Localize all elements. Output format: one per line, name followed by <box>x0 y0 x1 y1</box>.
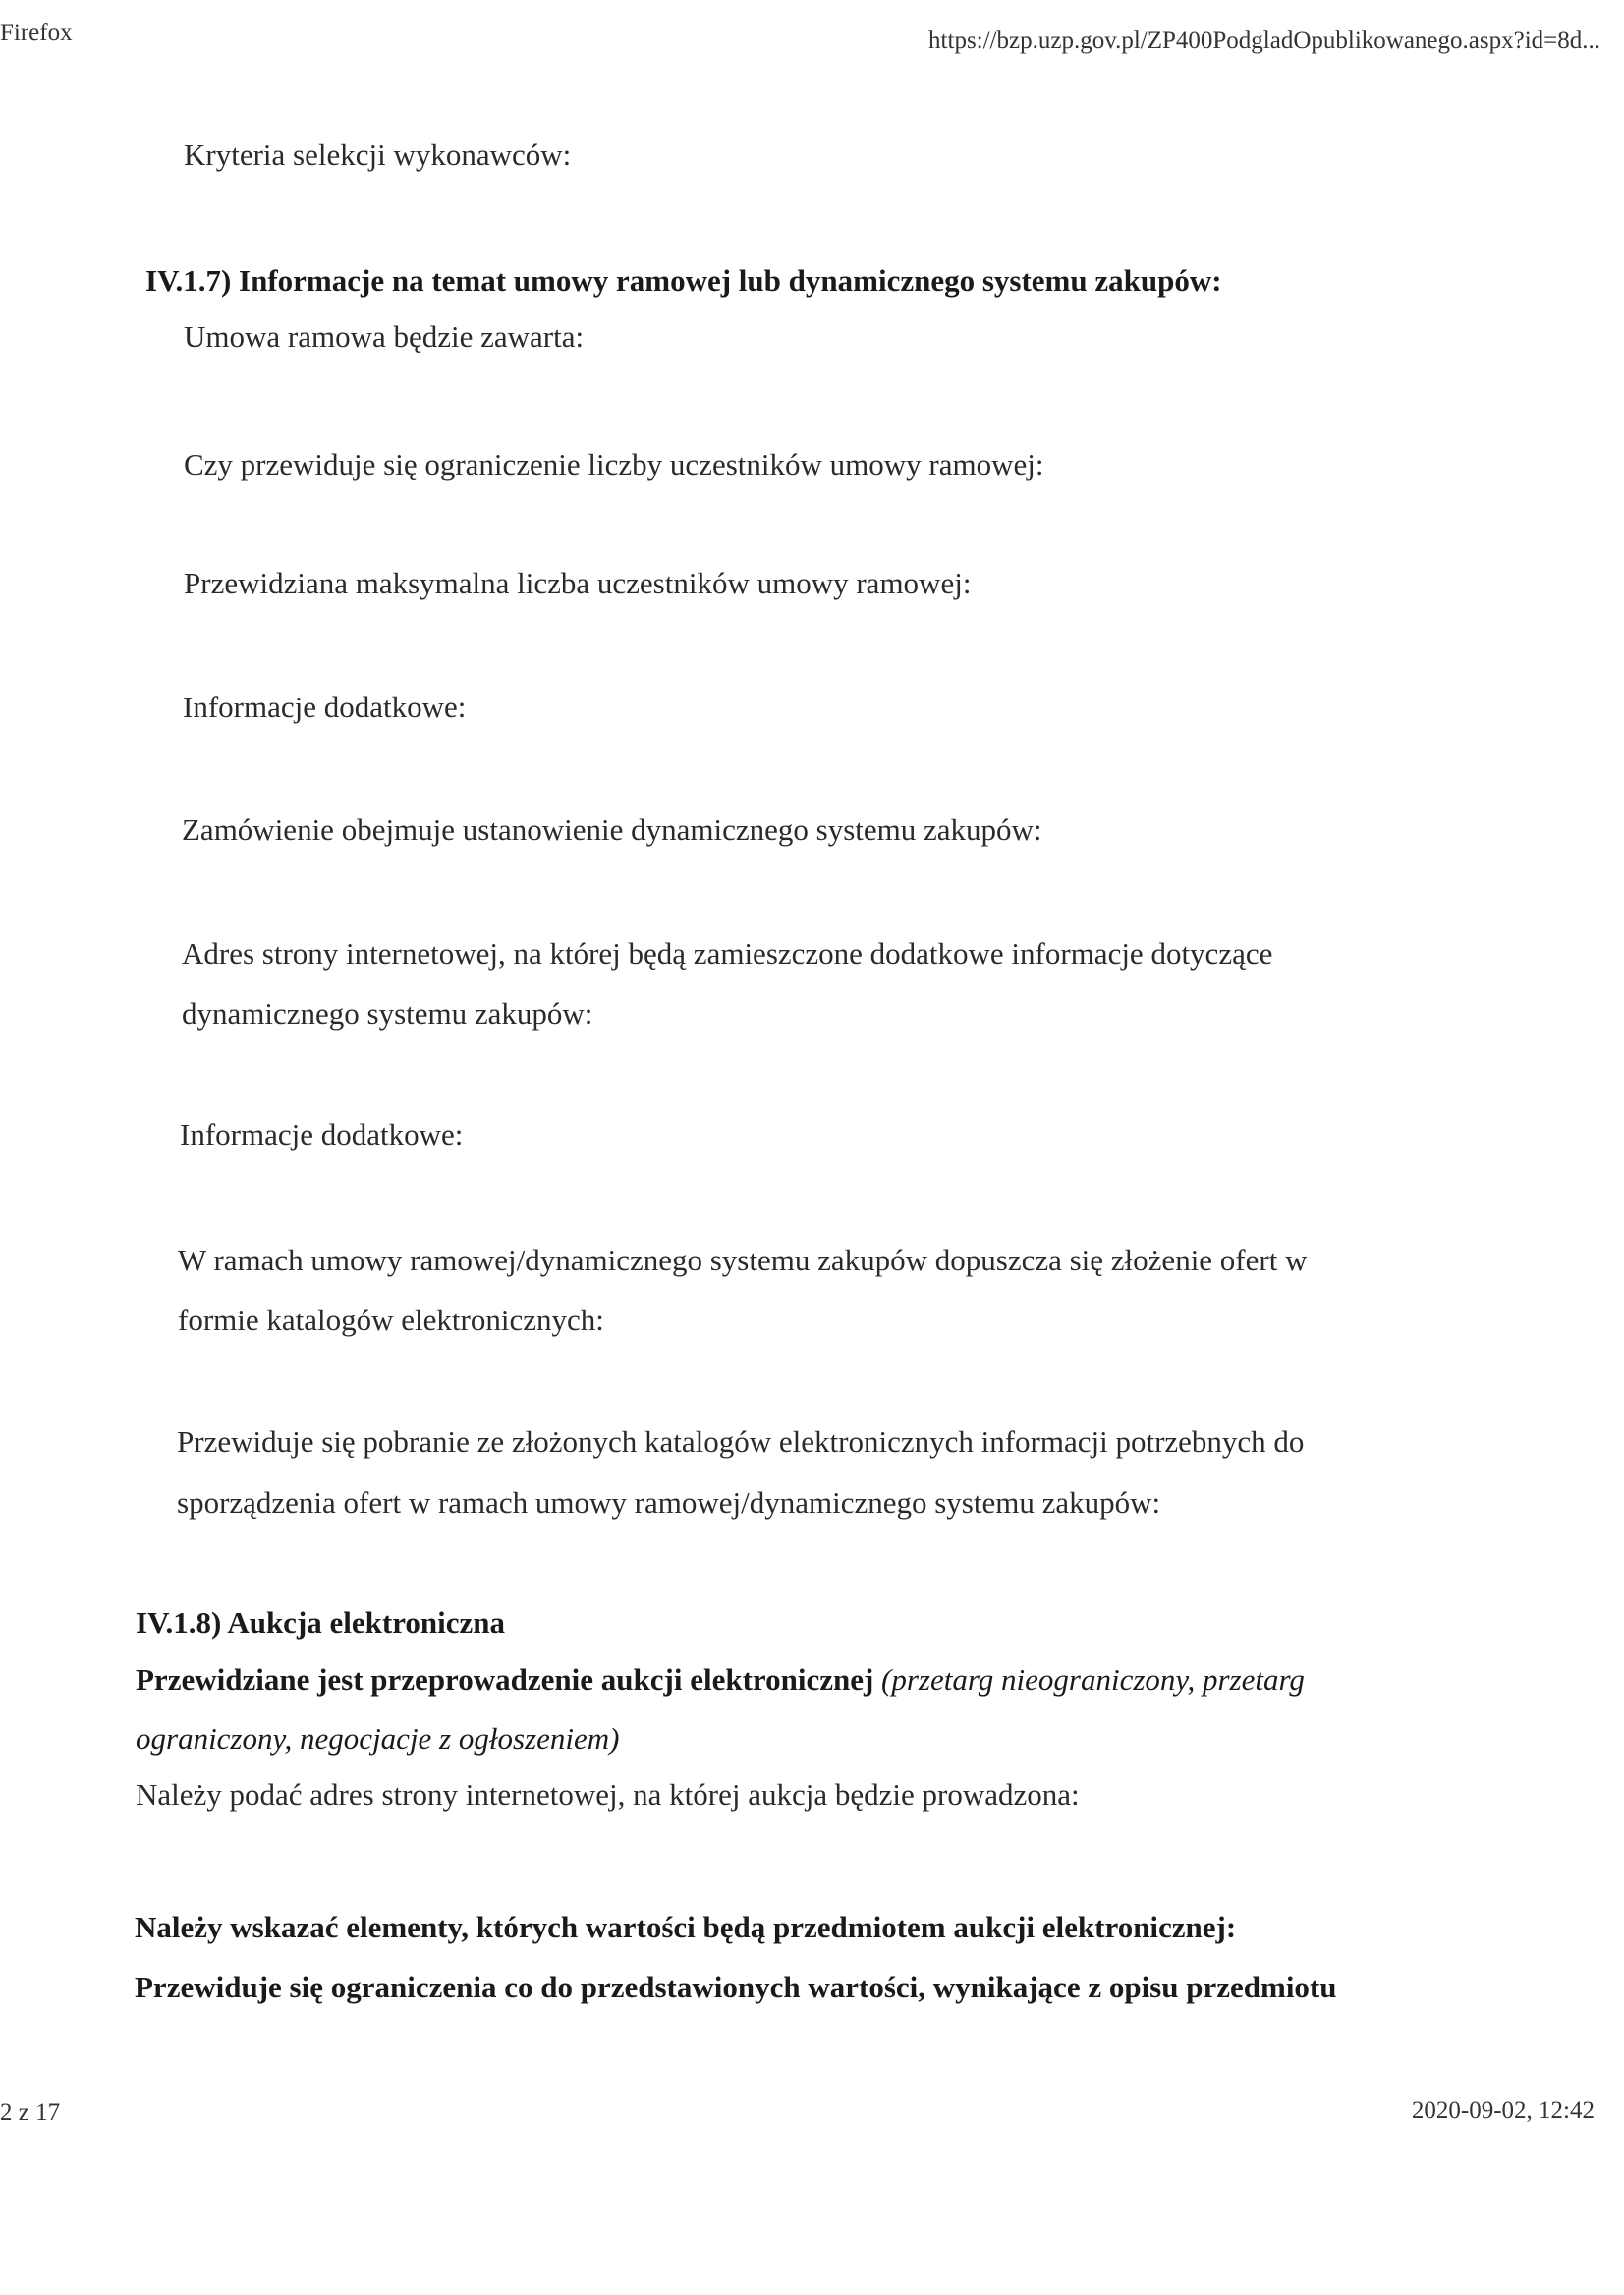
browser-name: Firefox <box>0 20 73 46</box>
section-iv-1-7-heading: IV.1.7) Informacje na temat umowy ramowej lub dynamicznego systemu zakupów: <box>145 263 1222 298</box>
max-participants: Przewidziana maksymalna liczba uczestników umowy ramowej: <box>184 566 972 600</box>
framework-concluded: Umowa ramowa będzie zawarta: <box>184 319 585 354</box>
page-url: https://bzp.uzp.gov.pl/ZP400PodgladOpublikowanego.aspx?id=8d... <box>928 28 1600 54</box>
section-iv-1-8-heading: IV.1.8) Aukcja elektroniczna <box>136 1605 506 1640</box>
dps-address-line-1: Adres strony internetowej, na której będą zamieszczone dodatkowe informacje dotyczące <box>182 936 1273 971</box>
auction-limits: Przewiduje się ograniczenia co do przedstawionych wartości, wynikające z opisu przedmiotu <box>135 1970 1337 2004</box>
auction-address: Należy podać adres strony internetowej, na której aukcja będzie prowadzona: <box>136 1777 1080 1812</box>
auction-planned-bold: Przewidziane jest przeprowadzenie aukcji elektronicznej <box>136 1662 874 1697</box>
ecatalog-download-line-1: Przewiduje się pobranie ze złożonych katalogów elektronicznych informacji potrzebnych do <box>177 1425 1305 1459</box>
auction-planned-line-2 <box>136 1709 619 1768</box>
dps-establishment: Zamówienie obejmuje ustanowienie dynamicznego systemu zakupów: <box>182 812 1042 847</box>
auction-planned-italic-2: ograniczony, negocjacje z ogłoszeniem) <box>136 1721 620 1756</box>
ecatalog-download-line-2: sporządzenia ofert w ramach umowy ramowej/dynamicznego systemu zakupów: <box>177 1485 1161 1520</box>
ecatalog-line-1: W ramach umowy ramowej/dynamicznego systemu zakupów dopuszcza się złożenie ofert w <box>178 1243 1308 1277</box>
dps-address-line-2: dynamicznego systemu zakupów: <box>182 996 593 1031</box>
auction-elements: Należy wskazać elementy, których wartości będą przedmiotem aukcji elektronicznej: <box>135 1910 1237 1944</box>
ecatalog-line-2: formie katalogów elektronicznych: <box>178 1303 604 1337</box>
auction-planned-italic-1: (przetarg nieograniczony, przetarg <box>881 1662 1305 1697</box>
page-number: 2 z 17 <box>0 2099 61 2126</box>
additional-info-2: Informacje dodatkowe: <box>180 1117 464 1151</box>
print-datetime: 2020-09-02, 12:42 <box>1411 2098 1595 2124</box>
selection-criteria: Kryteria selekcji wykonawców: <box>184 138 572 172</box>
limit-participants: Czy przewiduje się ograniczenie liczby uczestników umowy ramowej: <box>184 447 1044 481</box>
additional-info-1: Informacje dodatkowe: <box>183 690 467 724</box>
auction-planned-line-1 <box>136 1651 1305 1709</box>
